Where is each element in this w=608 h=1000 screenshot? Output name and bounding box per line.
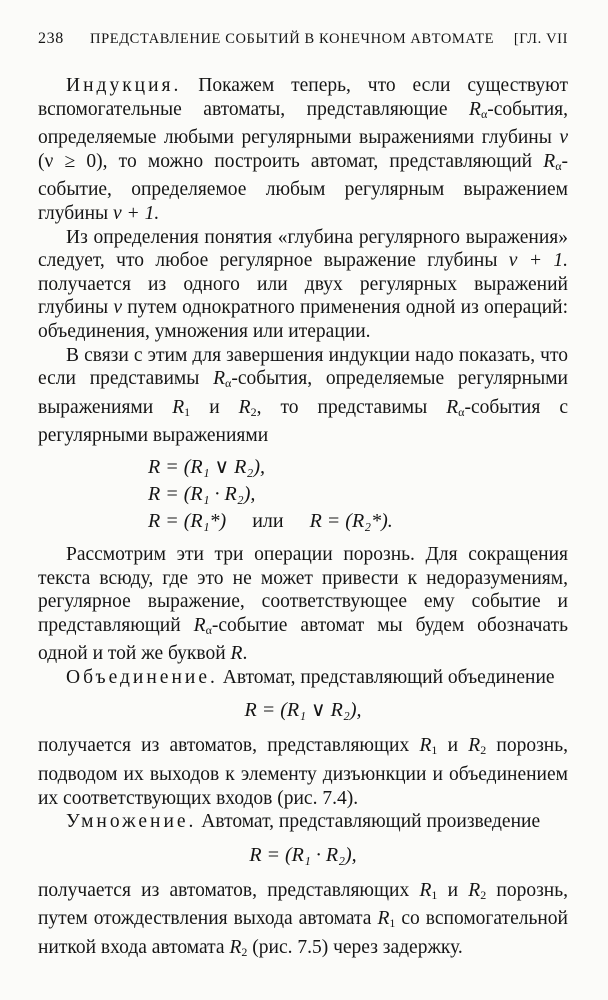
text: -событие автомат мы будем обозначать одной и той же буквой [38,614,568,665]
text: , то можно построить автомат, представляющий [102,150,544,172]
text: порознь, подводом их выходов к элементу дизъюнкции и объединением их соответствующих входов (рис. 7.4). [38,735,569,809]
text: -событие, определяемое любым регулярным выражением глубины [38,150,568,224]
text: (рис. 7.5) через задержку. [247,937,463,959]
text: получается из одного или двух регулярных выражений глубины [38,273,568,319]
formula-union: R = (R₁ ∨ R₂), [148,455,266,478]
text: -события, определяемые любыми регулярными выражениями глубины [38,98,568,149]
math-r1: $R_1$ [172,396,191,419]
text: и [190,396,239,418]
text: Автомат, представляющий произведение [196,811,541,833]
running-title: ПРЕДСТАВЛЕНИЕ СОБЫТИЙ В КОНЕЧНОМ АВТОМАТЕ [90,31,495,47]
math-nu-plus-one: ν + 1. [113,202,160,224]
text: получается из автоматов, представляющих [38,879,420,901]
text: Из определения понятия «глубина регулярного выражения» следует, что любое регулярное выражение глубины [38,226,568,272]
heading-union: Объединение. [66,666,218,688]
formula-block [38,454,568,535]
paragraph-definition [38,226,568,344]
text: . [242,643,248,665]
paragraph-completion [38,344,568,448]
math-nu-condition: (ν ≥ 0) [38,150,103,172]
formula-iteration-2: R = (R₂*). [309,509,393,532]
paragraph-induction [38,74,568,226]
chapter-label: [ГЛ. VII [513,31,568,47]
math-r1: $R_1$ [419,735,438,758]
text: В связи с этим для завершения индукции надо показать, что если представимы [38,344,568,390]
heading-induction: Индукция. [66,75,182,96]
paragraph-union-intro [38,666,568,690]
text: -события с регулярными выражениями [38,396,568,447]
math-r: R [230,643,243,665]
text: со вспомогательной ниткой входа автомата [38,908,568,959]
math-r2: $R_2$ [238,396,257,419]
paragraph-product-intro [38,810,568,834]
formula-product: R = (R₁ · R₂), [148,482,256,505]
page [38,30,568,965]
math-r-alpha: $R_\alpha$ [213,368,232,391]
paragraph-consider [38,543,568,666]
formula-union-display: R = (R₁ ∨ R₂), [244,699,362,722]
math-r-alpha: $R_\alpha$ [193,614,212,637]
math-r2: $R_2$ [468,879,487,902]
math-r-alpha: $R_\alpha$ [446,396,465,419]
math-nu-plus-one: ν + 1. [508,250,568,272]
text: , то представимы [256,396,447,418]
math-nu: ν [113,297,122,319]
math-r1: $R_1$ [377,908,396,931]
math-r-alpha: $R_\alpha$ [543,150,562,173]
text: получается из автоматов, представляющих [38,735,420,757]
running-header [38,30,568,48]
heading-product: Умножение. [66,811,197,833]
text: порознь, путем отождествления выхода автомата [38,879,569,930]
math-r2: $R_2$ [229,937,248,960]
text: путем однократного применения одной из операций: объединения, умножения или итерации. [38,297,568,342]
text: Покажем теперь, что если существуют вспомогательные автоматы, представляющие [38,75,568,120]
paragraph-product-body [38,879,568,965]
math-r-alpha: $R_\alpha$ [469,98,488,121]
math-nu: ν [559,127,568,149]
text: и [437,735,469,757]
math-r1: $R_1$ [419,879,438,902]
text: -события, определяемые регулярными выражениями [38,368,568,418]
formula-iteration-row [38,508,568,535]
text: Рассмотрим эти три операции порознь. Для сокращения текста всюду, где это не может привести к недоразумениям, регулярное выражение, соответствующее ему событие и представляющий [38,543,568,636]
text: Автомат, представляющий объединение [217,666,555,688]
formula-product-display: R = (R₁ · R₂), [249,843,357,866]
text: и [437,879,469,901]
math-r2: $R_2$ [468,735,487,758]
paragraph-union-body [38,734,568,810]
or-word: или [252,509,284,532]
page-number: 238 [38,30,64,47]
formula-iteration-1: R = (R₁*) [148,509,227,532]
